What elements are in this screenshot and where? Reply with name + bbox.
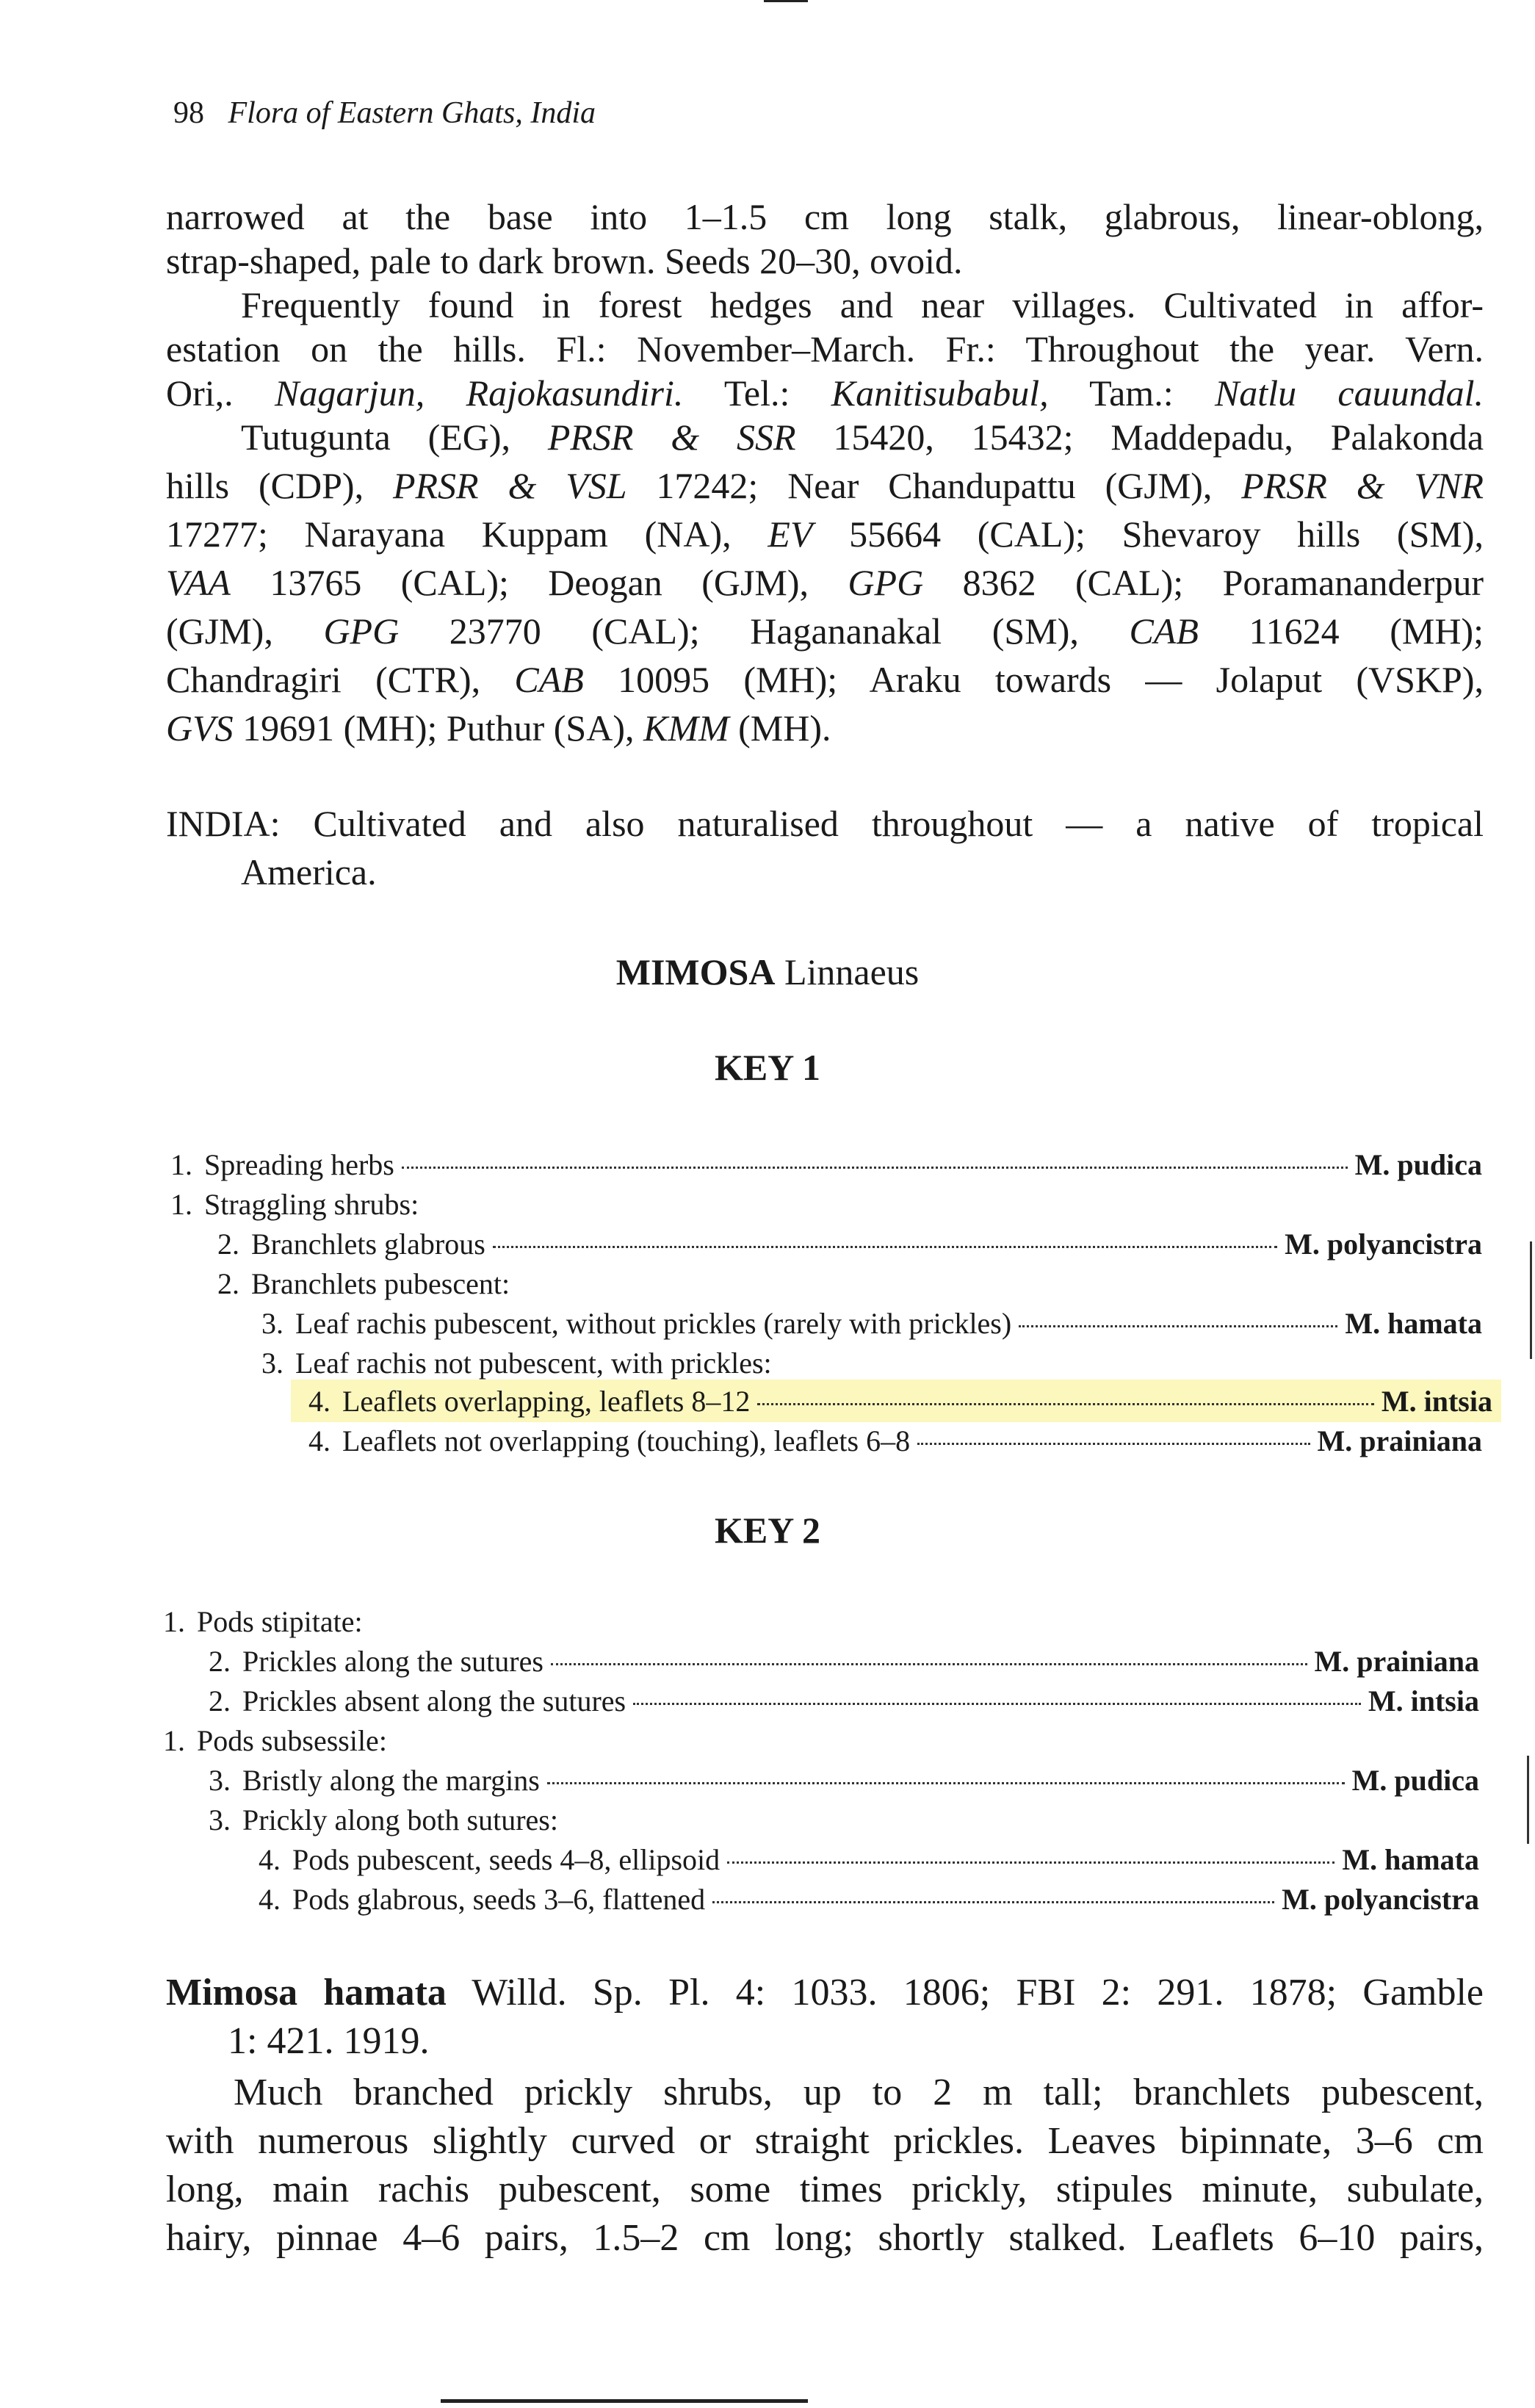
book-title: Flora of Eastern Ghats, India: [228, 96, 596, 130]
key-1-row-highlighted: 4. Leaflets overlapping, leaflets 8–12 M. intsia: [291, 1380, 1501, 1422]
key-2-row: 3. Prickly along both sutures:: [209, 1803, 558, 1836]
species-citation-line: 1: 421. 1919.: [228, 2020, 430, 2062]
specimen-line: (GJM), GPG 23770 (CAL); Hagananakal (SM), CAB 11624 (MH);: [166, 610, 1484, 652]
species-description-line: Much branched prickly shrubs, up to 2 m tall; branchlets pubescent,: [234, 2072, 1484, 2113]
description-line: strap-shaped, pale to dark brown. Seeds 20–30, ovoid.: [166, 240, 963, 281]
key-1-row: 3. Leaf rachis pubescent, without prickles (rarely with prickles) M. hamata: [261, 1307, 1482, 1340]
species-entry-heading: Mimosa hamata Willd. Sp. Pl. 4: 1033. 1806; FBI 2: 291. 1878; Gamble: [166, 1972, 1484, 2014]
key-1-row: 4. Leaflets not overlapping (touching), leaflets 6–8 M. prainiana: [308, 1424, 1482, 1457]
habitat-line: estation on the hills. Fl.: November–March. Fr.: Throughout the year. Vern.: [166, 328, 1484, 370]
species-description-line: hairy, pinnae 4–6 pairs, 1.5–2 cm long; shortly stalked. Leaflets 6–10 pairs,: [166, 2217, 1484, 2259]
key-2-title: KEY 2: [715, 1510, 820, 1551]
margin-mark: [1527, 1756, 1529, 1844]
distribution-line: America.: [241, 851, 377, 893]
specimen-line: GVS 19691 (MH); Puthur (SA), KMM (MH).: [166, 707, 831, 749]
key-1-row: 1. Straggling shrubs:: [170, 1188, 419, 1221]
page-edge-mark: [441, 2399, 808, 2403]
specimen-line: 17277; Narayana Kuppam (NA), EV 55664 (CAL); Shevaroy hills (SM),: [166, 513, 1484, 555]
key-1-row: 2. Branchlets pubescent:: [217, 1267, 510, 1300]
key-2-row: 2. Prickles absent along the sutures M. intsia: [209, 1684, 1479, 1717]
key-2-row: 1. Pods stipitate:: [163, 1605, 363, 1638]
specimen-line: hills (CDP), PRSR & VSL 17242; Near Chandupattu (GJM), PRSR & VNR: [166, 465, 1484, 506]
specimen-line: VAA 13765 (CAL); Deogan (GJM), GPG 8362 (CAL); Poramananderpur: [166, 562, 1484, 603]
margin-mark: [1530, 1241, 1532, 1359]
key-2-row: 2. Prickles along the sutures M. prainiana: [209, 1645, 1479, 1678]
genus-heading: MIMOSA Linnaeus: [615, 951, 920, 992]
habitat-line: Frequently found in forest hedges and near villages. Cultivated in affor-: [241, 284, 1484, 325]
running-head: [173, 95, 596, 131]
key-1-row: 3. Leaf rachis not pubescent, with prickles:: [261, 1347, 772, 1380]
specimen-line: Tutugunta (EG), PRSR & SSR 15420, 15432; Maddepadu, Palakonda: [241, 417, 1484, 458]
key-2-row: 1. Pods subsessile:: [163, 1724, 387, 1757]
page-edge-mark: [764, 0, 808, 2]
key-1-row: 1. Spreading herbs M. pudica: [170, 1148, 1482, 1181]
species-description-line: long, main rachis pubescent, some times prickly, stipules minute, subulate,: [166, 2169, 1484, 2210]
specimen-line: Chandragiri (CTR), CAB 10095 (MH); Araku towards — Jolaput (VSKP),: [166, 659, 1484, 700]
key-1-title: KEY 1: [715, 1047, 820, 1088]
species-description-line: with numerous slightly curved or straight prickles. Leaves bipinnate, 3–6 cm: [166, 2120, 1484, 2162]
distribution-line: INDIA: Cultivated and also naturalised throughout — a native of tropical: [166, 803, 1484, 844]
key-2-row: 3. Bristly along the margins M. pudica: [209, 1764, 1479, 1797]
page-number: 98: [173, 96, 204, 130]
species-name: Mimosa hamata: [166, 1972, 447, 2014]
key-2-row: 4. Pods pubescent, seeds 4–8, ellipsoid M. hamata: [259, 1843, 1479, 1876]
key-1-row: 2. Branchlets glabrous M. polyancistra: [217, 1228, 1482, 1261]
key-2-row: 4. Pods glabrous, seeds 3–6, flattened M. polyancistra: [259, 1883, 1479, 1916]
description-line: narrowed at the base into 1–1.5 cm long stalk, glabrous, linear-oblong,: [166, 196, 1484, 237]
vernacular-names: Ori,. Nagarjun, Rajokasundiri. Tel.: Kanitisubabul, Tam.: Natlu cauundal.: [166, 372, 1484, 414]
